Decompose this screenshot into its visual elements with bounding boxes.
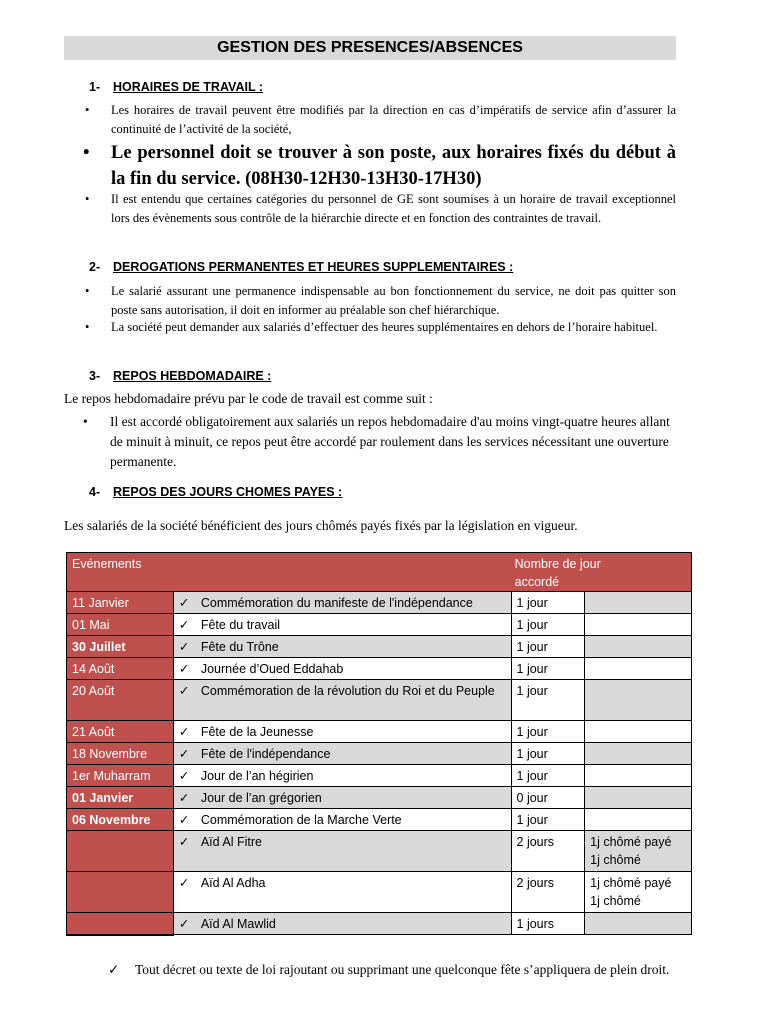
row-date: 20 Août [67, 680, 174, 721]
table-row [67, 721, 692, 743]
row-date: 01 Mai [67, 614, 174, 636]
section-1-bullet-3: • Il est entendu que certaines catégories du personnel de GE sont soumises à un horaire de travail exceptionnel lors des évènements sous contrôle de la hiérarchie directe et en fonction des contraintes de travail. [85, 192, 676, 225]
row-event: ✓ Fête du Trône [173, 636, 511, 658]
row-event: ✓ Fête de l'indépendance [173, 743, 511, 765]
row-date: 14 Août [67, 658, 174, 680]
row-note: 1j chômé payé 1j chômé [585, 831, 692, 872]
section-1-heading: 1- HORAIRES DE TRAVAIL : [89, 80, 264, 94]
row-note [585, 787, 692, 809]
row-note [585, 913, 692, 935]
row-event: ✓ Aïd Al Adha [173, 872, 511, 913]
row-date: 30 Juillet [67, 636, 174, 658]
table-row [67, 809, 692, 831]
row-event: ✓ Commémoration de la Marche Verte [173, 809, 511, 831]
row-date: 1er Muharram [67, 765, 174, 787]
section-2-bullet-2: • La société peut demander aux salariés d’effectuer des heures supplémentaires en dehors de l’horaire habituel. [85, 320, 658, 334]
row-date: 06 Novembre [67, 809, 174, 831]
section-2-heading: 2- DEROGATIONS PERMANENTES ET HEURES SUPPLEMENTAIRES : [89, 260, 514, 274]
row-days: 1 jour [511, 636, 585, 658]
row-days: 1 jour [511, 765, 585, 787]
section-3-intro: Le repos hebdomadaire prévu par le code de travail est comme suit : [64, 391, 433, 406]
row-date: 01 Janvier [67, 787, 174, 809]
row-days: 1 jour [511, 592, 585, 614]
section-4-intro: Les salariés de la société bénéficient des jours chômés payés fixés par la législation en vigueur. [64, 518, 578, 533]
row-note [585, 680, 692, 721]
row-note [585, 765, 692, 787]
row-note [585, 636, 692, 658]
row-event: ✓ Fête de la Jeunesse [173, 721, 511, 743]
row-date: 11 Janvier [67, 592, 174, 614]
holidays-table [66, 552, 692, 936]
row-event: ✓ Fête du travail [173, 614, 511, 636]
footer-note: ✓ Tout décret ou texte de loi rajoutant ou supprimant une quelconque fête s’appliquera de plein droit. [108, 962, 670, 977]
table-row [67, 787, 692, 809]
table-row [67, 743, 692, 765]
table-header-row [67, 553, 692, 592]
row-note [585, 592, 692, 614]
table-row [67, 636, 692, 658]
row-note [585, 614, 692, 636]
section-2-bullet-1: • Le salarié assurant une permanence indispensable au bon fonctionnement du service, ne doit pas quitter son poste sans autorisation, il doit en informer au préalable son chef hiérarchique. [85, 284, 676, 317]
row-days: 1 jour [511, 743, 585, 765]
row-days: 0 jour [511, 787, 585, 809]
row-event: ✓ Journée d’Oued Eddahab [173, 658, 511, 680]
row-event: ✓ Aïd Al Fitre [173, 831, 511, 872]
row-days: 2 jours [511, 831, 585, 872]
page-title: GESTION DES PRESENCES/ABSENCES [64, 36, 676, 60]
row-days: 1 jour [511, 658, 585, 680]
table-row [67, 592, 692, 614]
row-event: ✓ Jour de l’an hégirien [173, 765, 511, 787]
header-days: Nombre de jour accordé [585, 553, 692, 592]
table-row [67, 913, 692, 935]
section-3-heading: 3- REPOS HEBDOMADAIRE : [89, 369, 272, 383]
row-note [585, 658, 692, 680]
table-row [67, 831, 692, 872]
section-4-heading: 4- REPOS DES JOURS CHOMES PAYES : [89, 485, 343, 499]
row-days: 1 jour [511, 614, 585, 636]
row-note: 1j chômé payé 1j chômé [585, 872, 692, 913]
table-row [67, 872, 692, 913]
row-date: 18 Novembre [67, 743, 174, 765]
section-3-bullet-1: • Il est accordé obligatoirement aux salariés un repos hebdomadaire d'au moins vingt-quatre heures allant de minuit à minuit, ce repos peut être accordé par roulement dans les services nécessitant une ouverture permanente. [83, 414, 670, 469]
row-days: 1 jour [511, 680, 585, 721]
checkmark-icon: ✓ [108, 962, 120, 977]
section-1-bullet-1: • Les horaires de travail peuvent être modifiés par la direction en cas d’impératifs de service afin d’assurer la continuité de l’activité de la société, [85, 103, 676, 136]
row-days: 2 jours [511, 872, 585, 913]
row-date [67, 872, 174, 913]
header-events: Evénements [67, 553, 585, 592]
row-note [585, 743, 692, 765]
row-note [585, 721, 692, 743]
table-row [67, 765, 692, 787]
row-days: 1 jours [511, 913, 585, 935]
row-days: 1 jour [511, 809, 585, 831]
table-row [67, 658, 692, 680]
row-date: 21 Août [67, 721, 174, 743]
row-date [67, 831, 174, 872]
row-date [67, 913, 174, 935]
row-days: 1 jour [511, 721, 585, 743]
table-row [67, 680, 692, 721]
row-event: ✓ Aïd Al Mawlid [173, 913, 511, 935]
row-event: ✓ Jour de l’an grégorien [173, 787, 511, 809]
row-event: ✓ Commémoration du manifeste de l'indépendance [173, 592, 511, 614]
row-note [585, 809, 692, 831]
row-event: ✓ Commémoration de la révolution du Roi et du Peuple [173, 680, 511, 721]
table-row [67, 614, 692, 636]
section-1-bullet-2: • Le personnel doit se trouver à son poste, aux horaires fixés du début à la fin du service. (08H30-12H30-13H30-17H30) [83, 143, 676, 189]
